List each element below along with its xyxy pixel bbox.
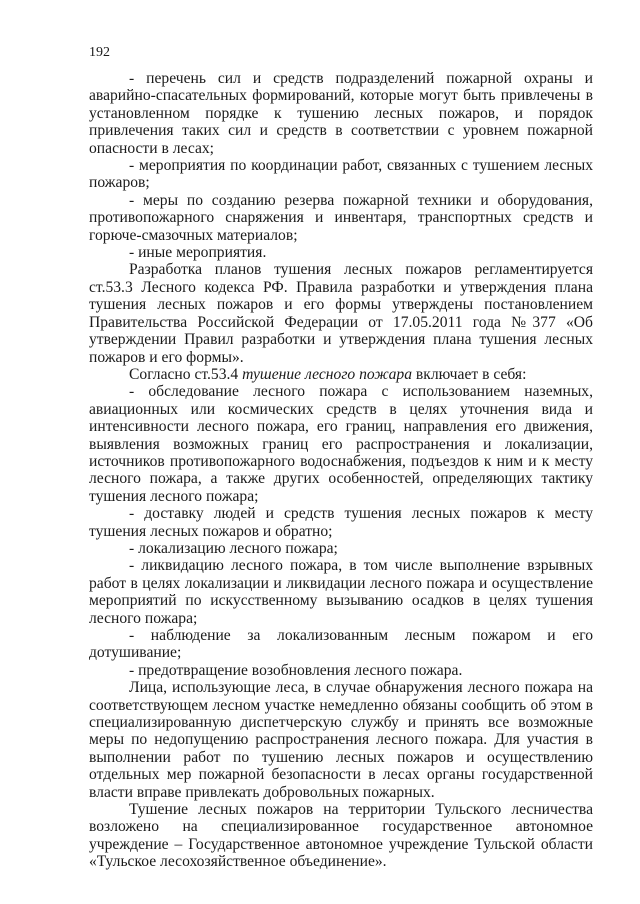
paragraph-delivery: - доставку людей и средств тушения лесных пожаров к месту тушения лесных пожаров и обратно; <box>89 505 593 540</box>
paragraph-coordination: - мероприятия по координации работ, связанных с тушением лесных пожаров; <box>89 157 593 192</box>
paragraph-observation: - наблюдение за локализованным лесным пожаром и его дотушивание; <box>89 627 593 662</box>
paragraph-plan-regulation: Разработка планов тушения лесных пожаров регламентируется ст.53.3 Лесного кодекса РФ. Правила разработки и утверждения плана тушения лесных пожаров и его формы утверждены постановлением Правительства Российской Федерации от 17.05.2011 года №377 «Об утверждении Правил разработки и утверждения плана тушения лесных пожаров и его формы». <box>89 261 593 366</box>
paragraph-reserve: - меры по созданию резерва пожарной техники и оборудования, противопожарного снаряжения и инвентаря, транспортных средств и горюче-смазочных материалов; <box>89 191 593 244</box>
paragraph-other-measures: - иные мероприятия. <box>129 244 267 262</box>
paragraph-tula-forestry: Тушение лесных пожаров на территории Тульского лесничества возложено на специализированное государственное автономное учреждение – Государственное автономное учреждение Тульской области «Тульское лесохозяйственное объединение». <box>89 801 593 871</box>
body-text <box>89 70 593 871</box>
page-number: 192 <box>89 45 110 60</box>
paragraph-liquidation: - ликвидацию лесного пожара, в том числе выполнение взрывных работ в целях локализации и ликвидации лесного пожара и осуществление мероприятий по искусственному вызыванию осадков в целях тушения лесного пожара; <box>89 557 593 627</box>
paragraph-prevention: - предотвращение возобновления лесного пожара. <box>129 661 463 679</box>
intro-text-after: включает в себя: <box>412 365 527 383</box>
paragraph-forest-users: Лица, использующие леса, в случае обнаружения лесного пожара на соответствующем лесном участке немедленно обязаны сообщить об этом в специализированную диспетчерскую службу и принять все возможные меры по недопущению распространения лесного пожара. Для участия в выполнении работ по тушению лесных пожаров и осуществлению отдельных мер пожарной безопасности в лесах органы государственной власти вправе привлекать добровольных пожарных. <box>89 679 593 801</box>
paragraph-localization: - локализацию лесного пожара; <box>129 539 338 557</box>
paragraph-extinguishing-intro <box>89 366 593 383</box>
intro-text-before: Согласно ст.53.4 <box>129 365 243 383</box>
paragraph-inspection: - обследование лесного пожара с использованием наземных, авиационных или космических средств в целях уточнения вида и интенсивности лесного пожара, его границ, направления его движения, выявления возможных границ его распространения и локализации, источников противопожарного водоснабжения, подъездов к ним и к месту лесного пожара, а также других особенностей, определяющих тактику тушения лесного пожара; <box>89 383 593 505</box>
intro-italic-term: тушение лесного пожара <box>242 365 412 383</box>
paragraph-forces-list: - перечень сил и средств подразделений пожарной охраны и аварийно-спасательных формирований, которые могут быть привлечены в установленном порядке к тушению лесных пожаров, и порядок привлечения таких сил и средств в соответствии с уровнем пожарной опасности в лесах; <box>89 70 593 157</box>
